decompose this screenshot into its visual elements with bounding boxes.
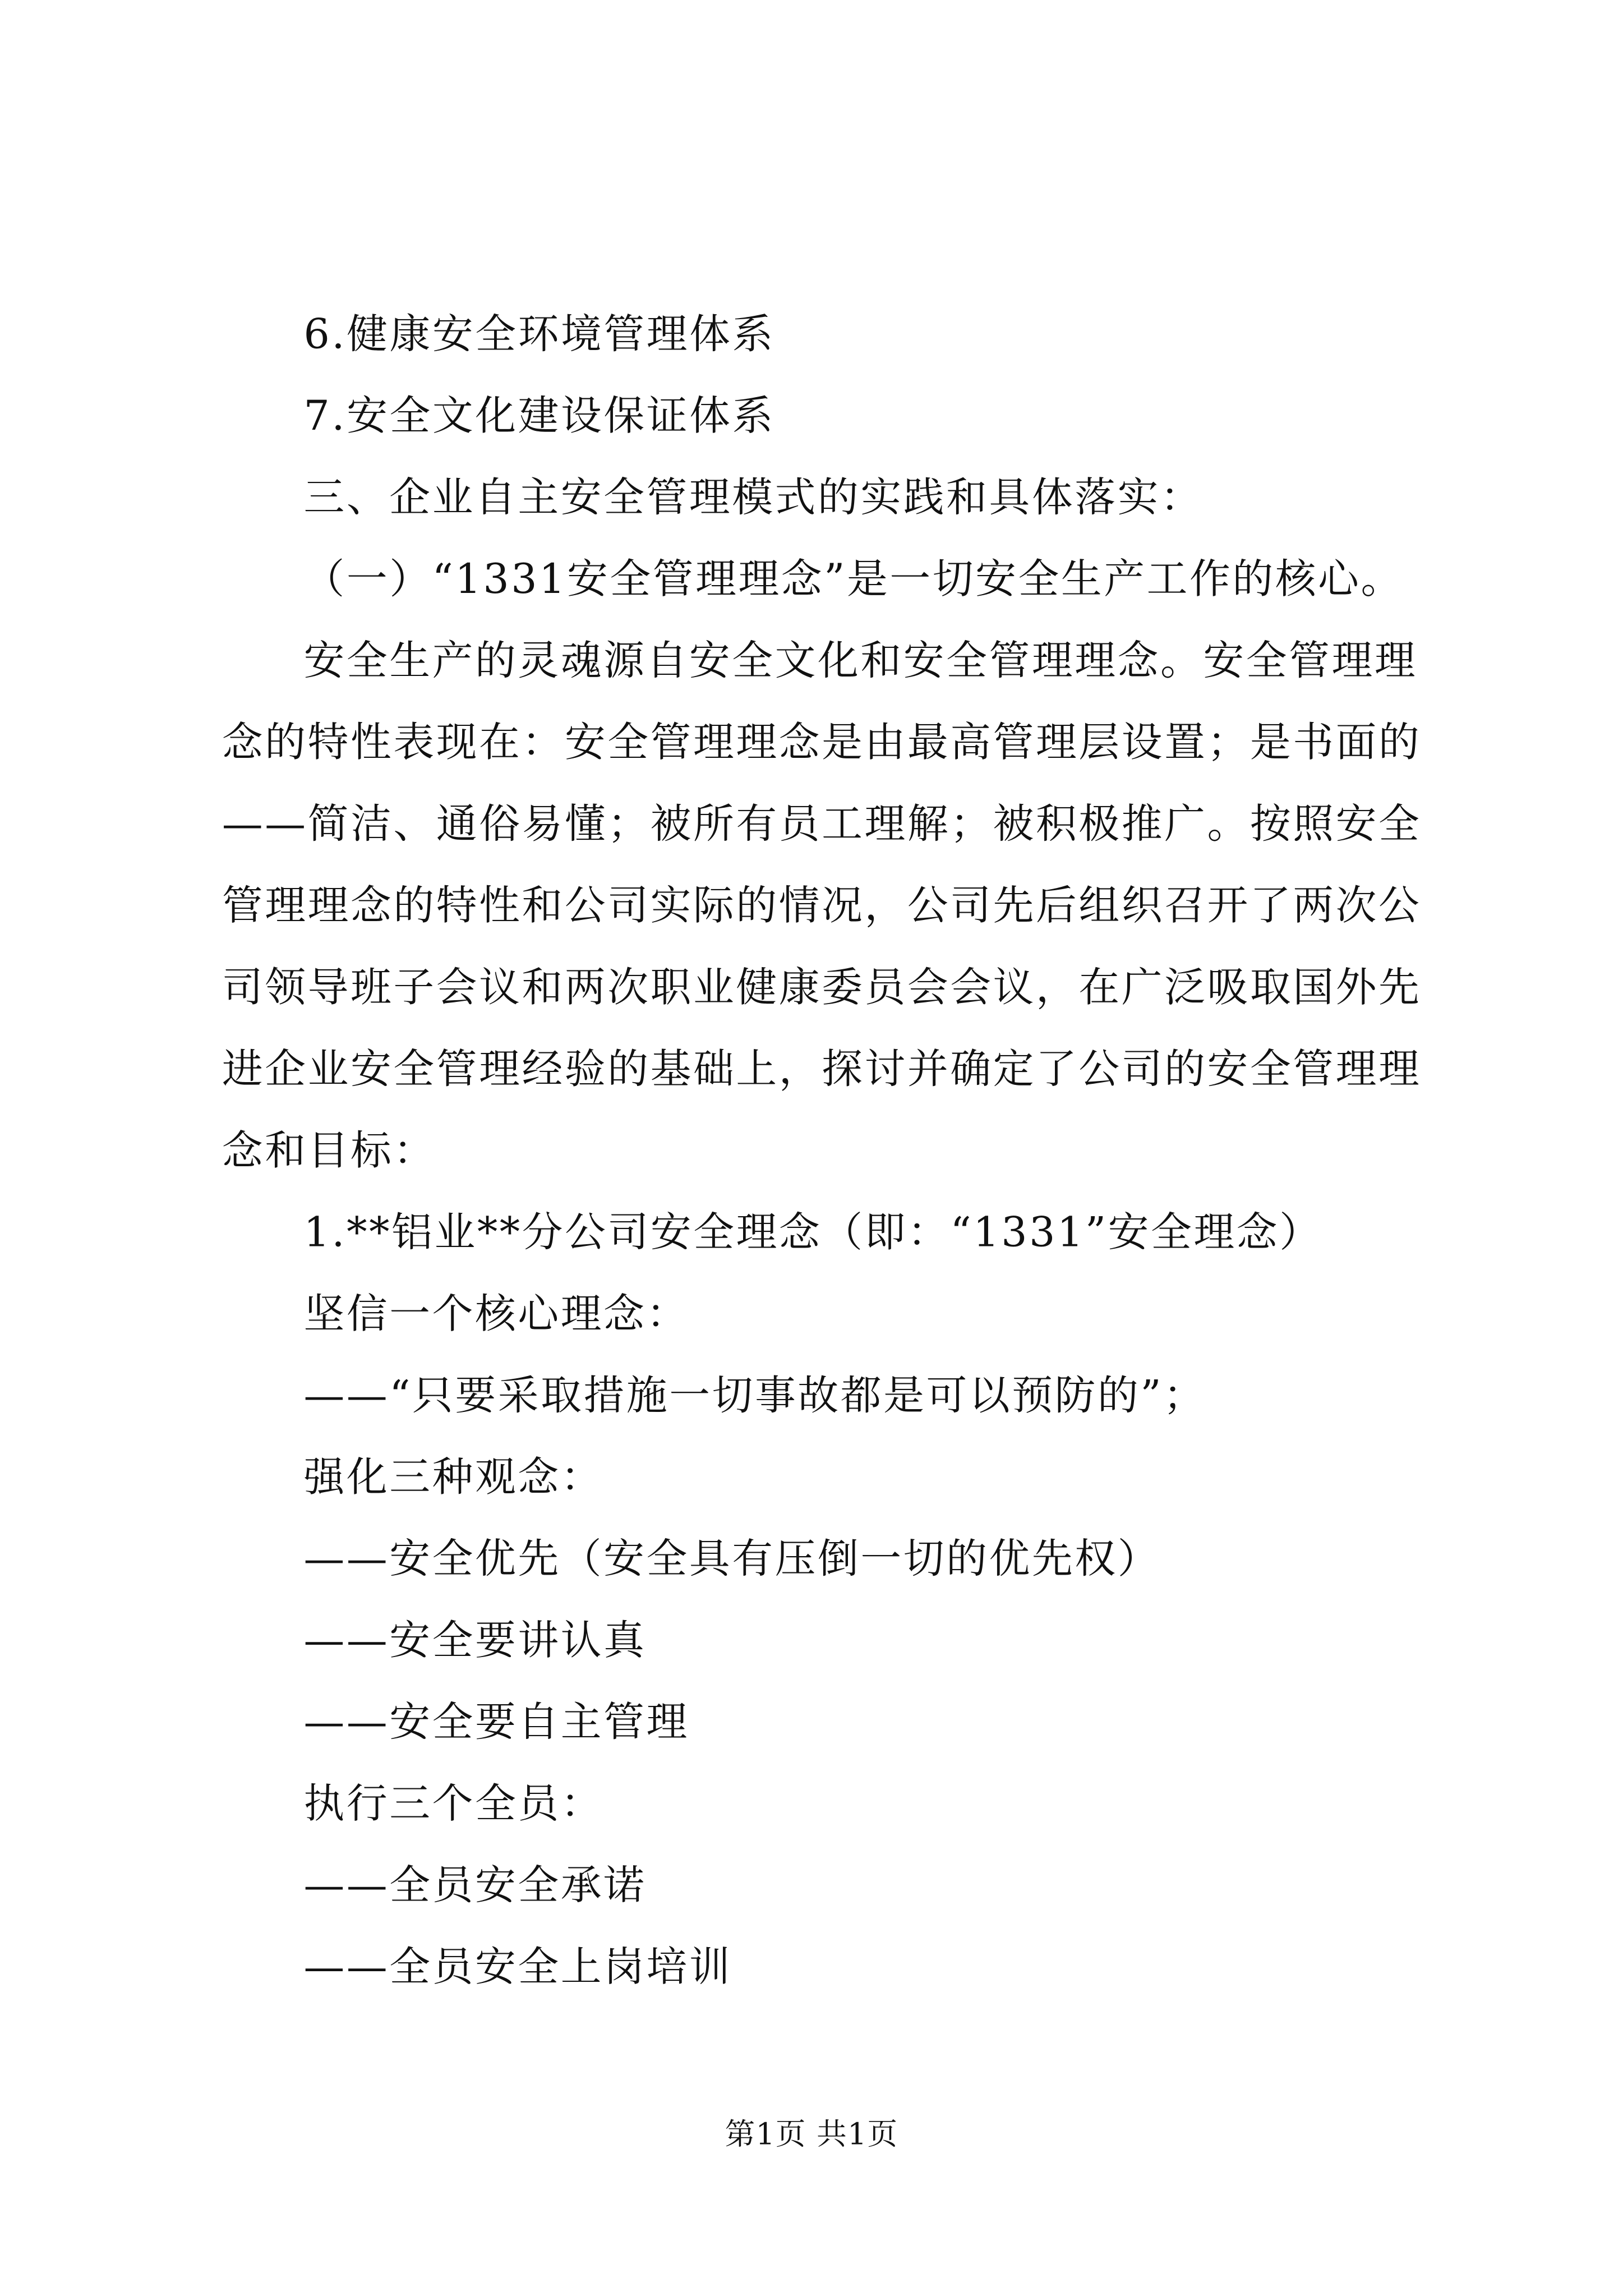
list-line: ——安全要讲认真 — [303, 1617, 647, 1664]
paragraph-row: 念的特性表现在：安全管理理念是由最高管理层设置；是书面的 — [222, 719, 1422, 767]
list-line: 坚信一个核心理念： — [303, 1290, 689, 1338]
list-line: ——“只要采取措施一切事故都是可以预防的”； — [303, 1372, 1206, 1420]
heading-line-7: 7.安全文化建设保证体系 — [303, 392, 775, 440]
list-line: ——全员安全承诺 — [303, 1862, 647, 1910]
page-number-footer: 第1页 共1页 — [725, 2116, 898, 2152]
list-line: 执行三个全员： — [303, 1780, 604, 1828]
heading-line-6: 6.健康安全环境管理体系 — [303, 311, 775, 358]
paragraph-row: 念和目标： — [222, 1127, 436, 1175]
subsection-heading: （一）“1331安全管理理念”是一切安全生产工作的核心。 — [303, 555, 1404, 603]
list-line: ——安全要自主管理 — [303, 1699, 689, 1746]
section-heading: 三、企业自主安全管理模式的实践和具体落实： — [303, 474, 1204, 522]
paragraph-row: 管理理念的特性和公司实际的情况，公司先后组织召开了两次公 — [222, 882, 1422, 930]
paragraph-row: 安全生产的灵魂源自安全文化和安全管理理念。安全管理理 — [303, 637, 1418, 685]
list-line: 强化三种观念： — [303, 1453, 604, 1501]
list-line: ——安全优先（安全具有压倒一切的优先权） — [303, 1535, 1161, 1583]
paragraph-row: 司领导班子会议和两次职业健康委员会会议，在广泛吸取国外先 — [222, 964, 1422, 1011]
paragraph-row: 进企业安全管理经验的基础上，探讨并确定了公司的安全管理理 — [222, 1045, 1422, 1093]
list-line: 1.**铝业**分公司安全理念（即：“1331”安全理念） — [303, 1208, 1322, 1257]
list-line: ——全员安全上岗培训 — [303, 1943, 732, 1991]
paragraph-row: ——简洁、通俗易懂；被所有员工理解；被积极推广。按照安全 — [222, 800, 1422, 848]
